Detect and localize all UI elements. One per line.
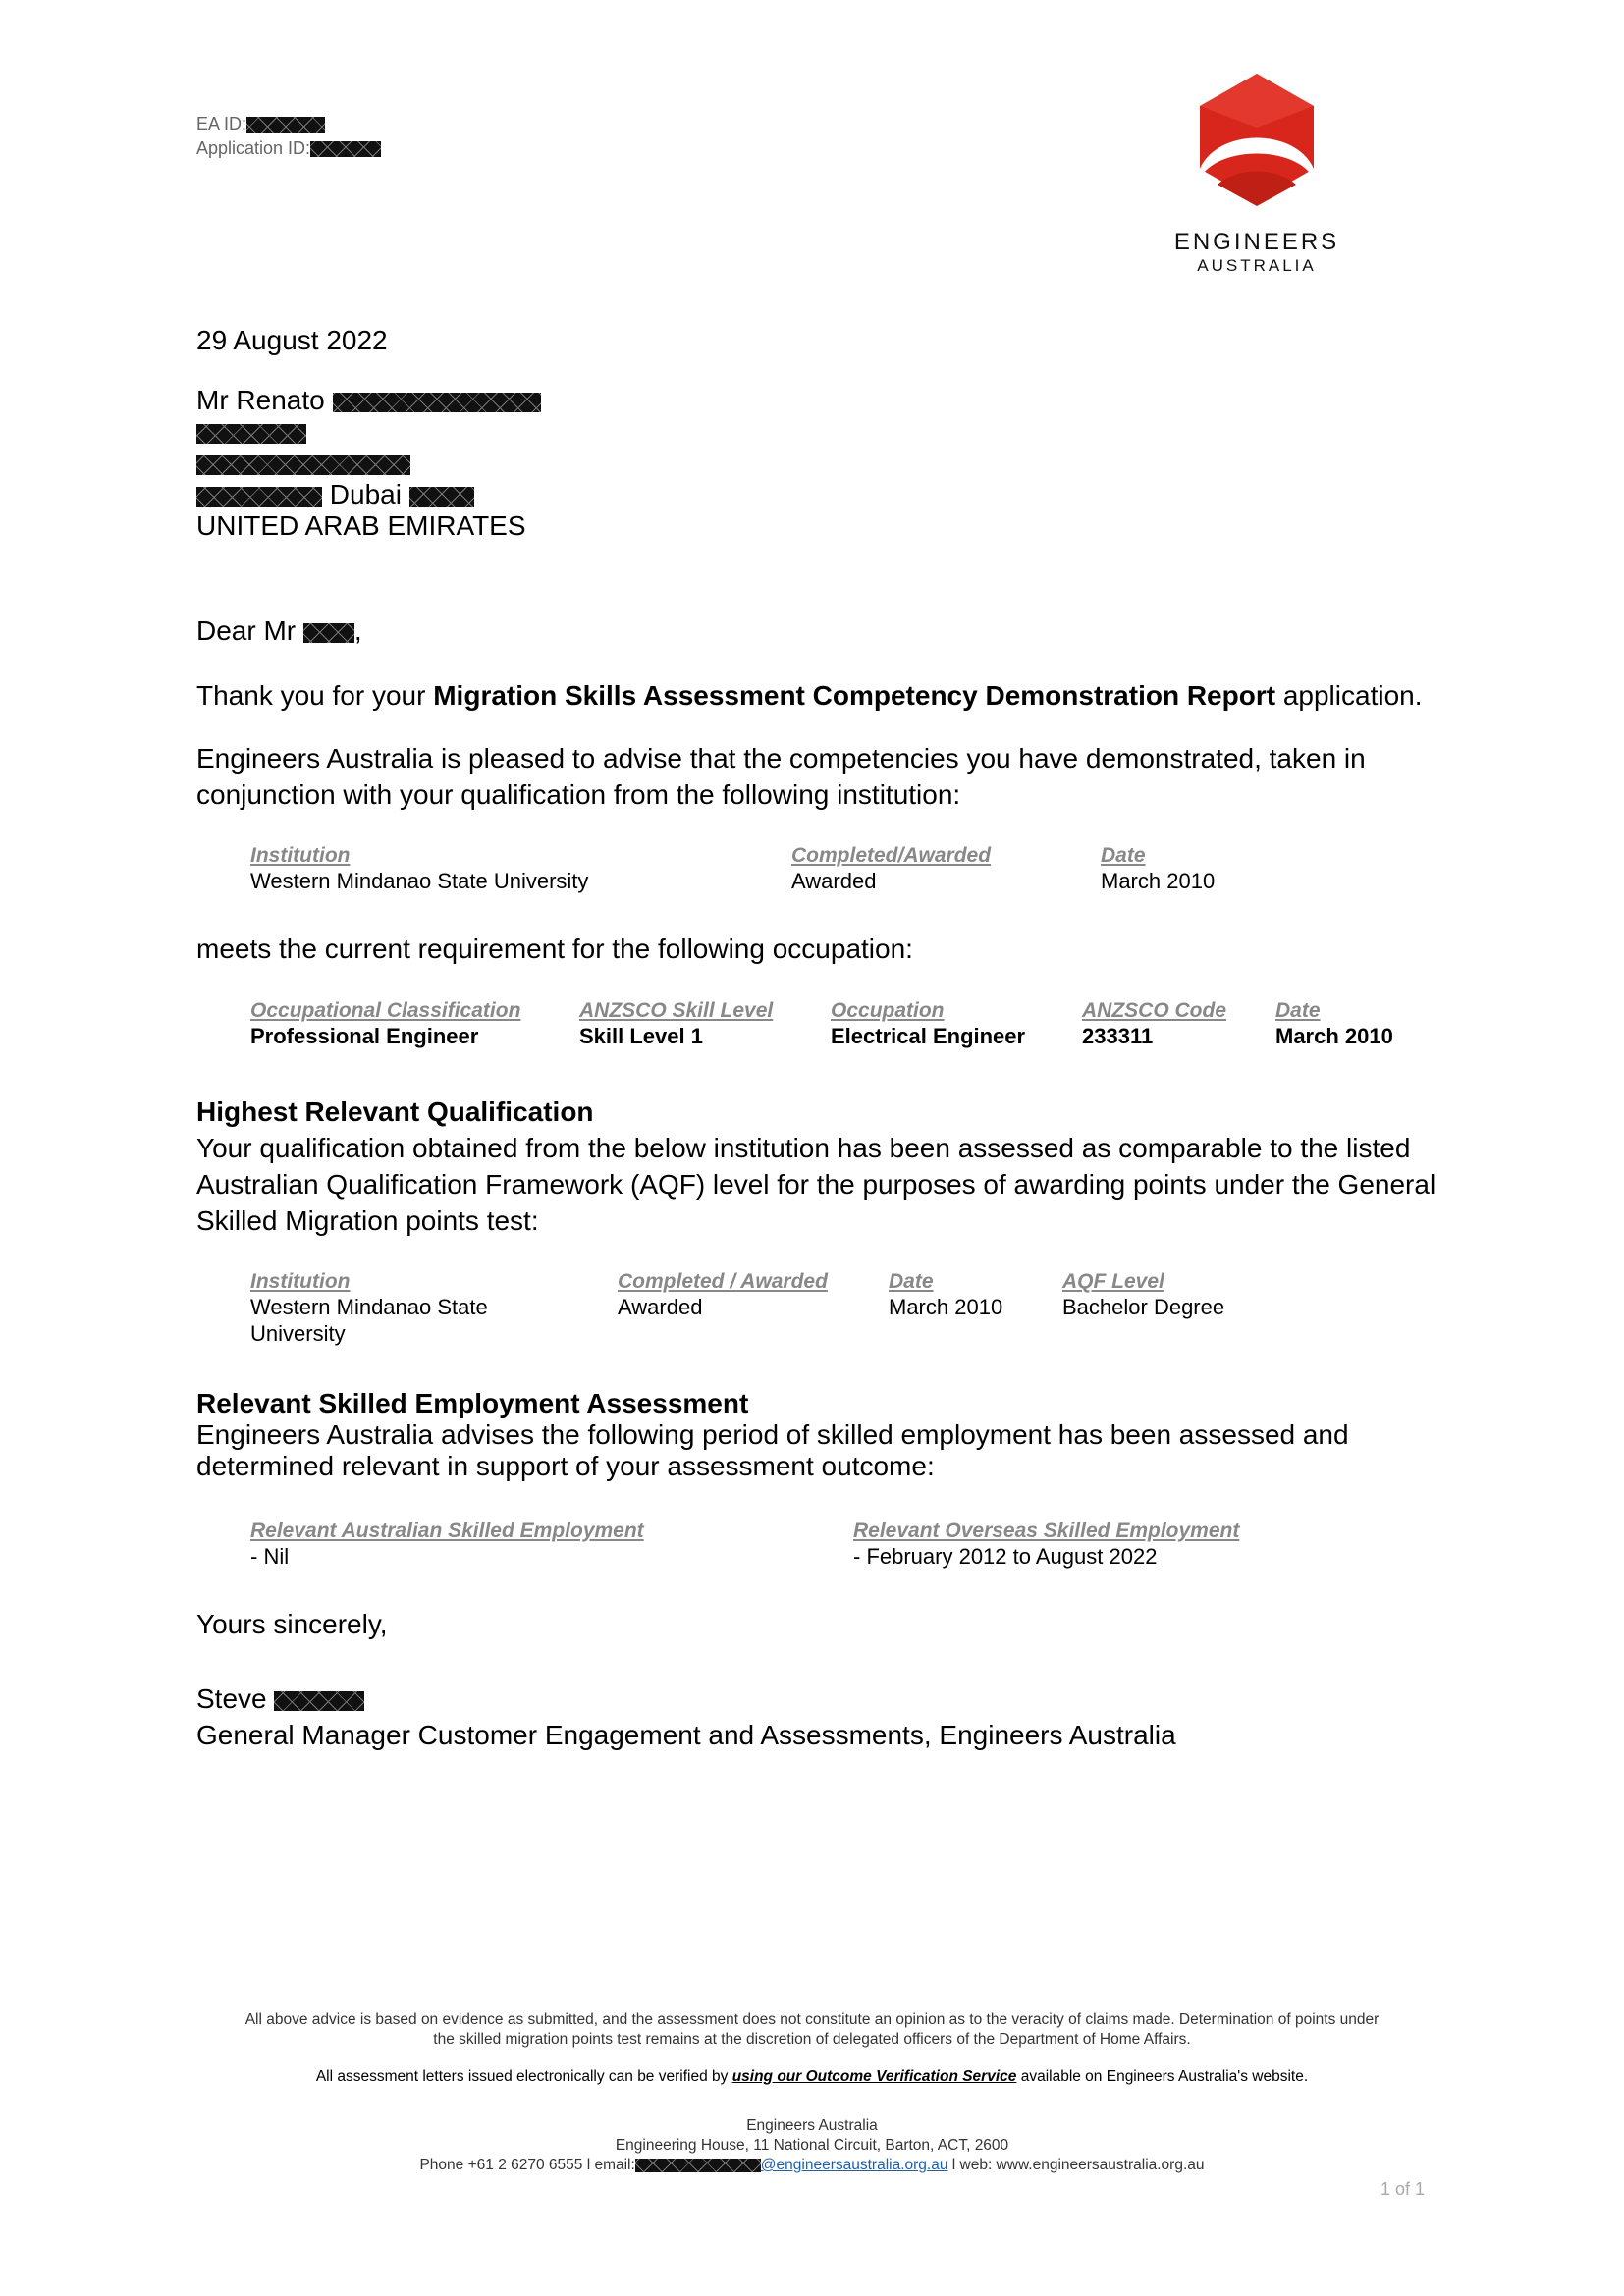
classification-cell: Professional Engineer <box>250 1024 479 1048</box>
date-header: Date <box>889 1270 934 1293</box>
application-id-label: Application ID: <box>196 138 311 158</box>
hrq-section <box>196 1094 1473 1239</box>
redaction <box>310 141 381 157</box>
institution-header: Institution <box>250 1270 351 1293</box>
completed-cell: Awarded <box>618 1295 703 1319</box>
salutation-suffix: , <box>353 615 362 646</box>
redaction <box>333 393 541 412</box>
completed-cell: Awarded <box>791 869 877 893</box>
date-header: Date <box>1275 999 1321 1022</box>
rsea-heading: Relevant Skilled Employment Assessment <box>196 1388 749 1418</box>
hrq-heading: Highest Relevant Qualification <box>196 1096 594 1127</box>
australian-employment-cell: - Nil <box>250 1544 290 1569</box>
intro-bold: Migration Skills Assessment Competency Demonstration Report <box>433 680 1276 711</box>
date-header: Date <box>1101 844 1146 867</box>
anzsco-code-cell: 233311 <box>1082 1024 1154 1048</box>
signatory-title: General Manager Customer Engagement and Assessments, Engineers Australia <box>196 1720 1176 1750</box>
date-cell: March 2010 <box>1275 1024 1393 1048</box>
redaction <box>246 117 325 133</box>
recipient-city: Dubai <box>329 479 402 509</box>
overseas-employment-header: Relevant Overseas Skilled Employment <box>853 1520 1240 1542</box>
institution-cell: Western Mindanao State University <box>250 869 589 893</box>
redaction <box>196 455 410 475</box>
rsea-section <box>196 1388 1473 1482</box>
paragraph-competencies: Engineers Australia is pleased to advise that the competencies you have demonstrated, taken in conjunction with your qualification from the following institution: <box>196 743 1366 810</box>
paragraph-occupation: meets the current requirement for the following occupation: <box>196 934 913 964</box>
occupational-classification-header: Occupational Classification <box>250 999 521 1022</box>
redaction <box>409 487 474 507</box>
recipient-address <box>196 385 541 542</box>
salutation-prefix: Dear Mr <box>196 615 297 646</box>
footer-address: Engineering House, 11 National Circuit, Barton, ACT, 2600 <box>615 2137 1009 2154</box>
aqf-level-cell: Bachelor Degree <box>1062 1295 1225 1319</box>
intro-pre: Thank you for your <box>196 680 434 711</box>
salutation <box>196 613 362 649</box>
occupation-header: Occupation <box>831 999 945 1022</box>
logo-text-line2: AUSTRALIA <box>1197 256 1317 275</box>
date-cell: March 2010 <box>889 1295 1003 1319</box>
footer-verify <box>0 2067 1624 2087</box>
redaction <box>635 2159 761 2172</box>
skill-level-cell: Skill Level 1 <box>579 1024 703 1048</box>
date-cell: March 2010 <box>1101 869 1216 893</box>
hexagon-logo-icon <box>1188 69 1326 216</box>
completed-header: Completed/Awarded <box>791 844 992 867</box>
skill-level-header: ANZSCO Skill Level <box>579 999 774 1022</box>
recipient-country: UNITED ARAB EMIRATES <box>196 510 526 541</box>
recipient-name: Mr Renato <box>196 385 325 415</box>
footer-phone: Phone +61 2 6270 6555 l email: <box>419 2157 635 2173</box>
anzsco-code-header: ANZSCO Code <box>1082 999 1226 1022</box>
occupation-cell: Electrical Engineer <box>831 1024 1026 1048</box>
verification-service-link[interactable]: using our Outcome Verification Service <box>731 2068 1017 2085</box>
redaction <box>274 1691 364 1711</box>
overseas-employment-cell: - February 2012 to August 2022 <box>853 1544 1158 1569</box>
engineers-australia-logo <box>1168 69 1345 276</box>
intro-paragraph <box>196 677 1423 714</box>
letter-date: 29 August 2022 <box>196 325 388 355</box>
footer-disclaimer <box>0 2010 1624 2050</box>
institution-header: Institution <box>250 844 351 867</box>
page-number: 1 of 1 <box>1380 2179 1426 2199</box>
hrq-text: Your qualification obtained from the below institution has been assessed as comparable to the listed Australian Qualification Framework (AQF) level for the purposes of awarding points under the General Skilled Migration points test: <box>196 1133 1436 1236</box>
footer-contact <box>0 2116 1624 2175</box>
signatory-name: Steve <box>196 1683 267 1714</box>
redaction <box>196 424 306 444</box>
intro-post: application. <box>1275 680 1423 711</box>
footer-org: Engineers Australia <box>746 2117 878 2134</box>
disclaimer-line1: All above advice is based on evidence as submitted, and the assessment does not constitute an opinion as to the veracity of claims made. Determination of points under <box>244 2011 1380 2028</box>
disclaimer-line2: the skilled migration points test remains at the discretion of delegated officers of the Department of Home Affairs. <box>433 2031 1191 2048</box>
reference-ids <box>196 112 381 161</box>
redaction <box>303 623 354 643</box>
ea-id-label: EA ID: <box>196 114 247 133</box>
verify-pre: All assessment letters issued electronically can be verified by <box>315 2068 732 2085</box>
institution-cell: Western Mindanao State University <box>250 1295 488 1346</box>
verify-post: available on Engineers Australia's website. <box>1016 2068 1309 2085</box>
aqf-level-header: AQF Level <box>1062 1270 1164 1293</box>
footer-web: l web: www.engineersaustralia.org.au <box>947 2157 1205 2173</box>
email-link[interactable]: @engineersaustralia.org.au <box>760 2157 948 2173</box>
closing: Yours sincerely, <box>196 1609 388 1639</box>
logo-text-line1: ENGINEERS <box>1173 229 1340 255</box>
completed-header: Completed / Awarded <box>618 1270 828 1293</box>
australian-employment-header: Relevant Australian Skilled Employment <box>250 1520 644 1542</box>
rsea-text: Engineers Australia advises the following period of skilled employment has been assessed and determined relevant in support of your assessment outcome: <box>196 1419 1349 1481</box>
signatory <box>196 1681 1176 1753</box>
redaction <box>196 487 322 507</box>
